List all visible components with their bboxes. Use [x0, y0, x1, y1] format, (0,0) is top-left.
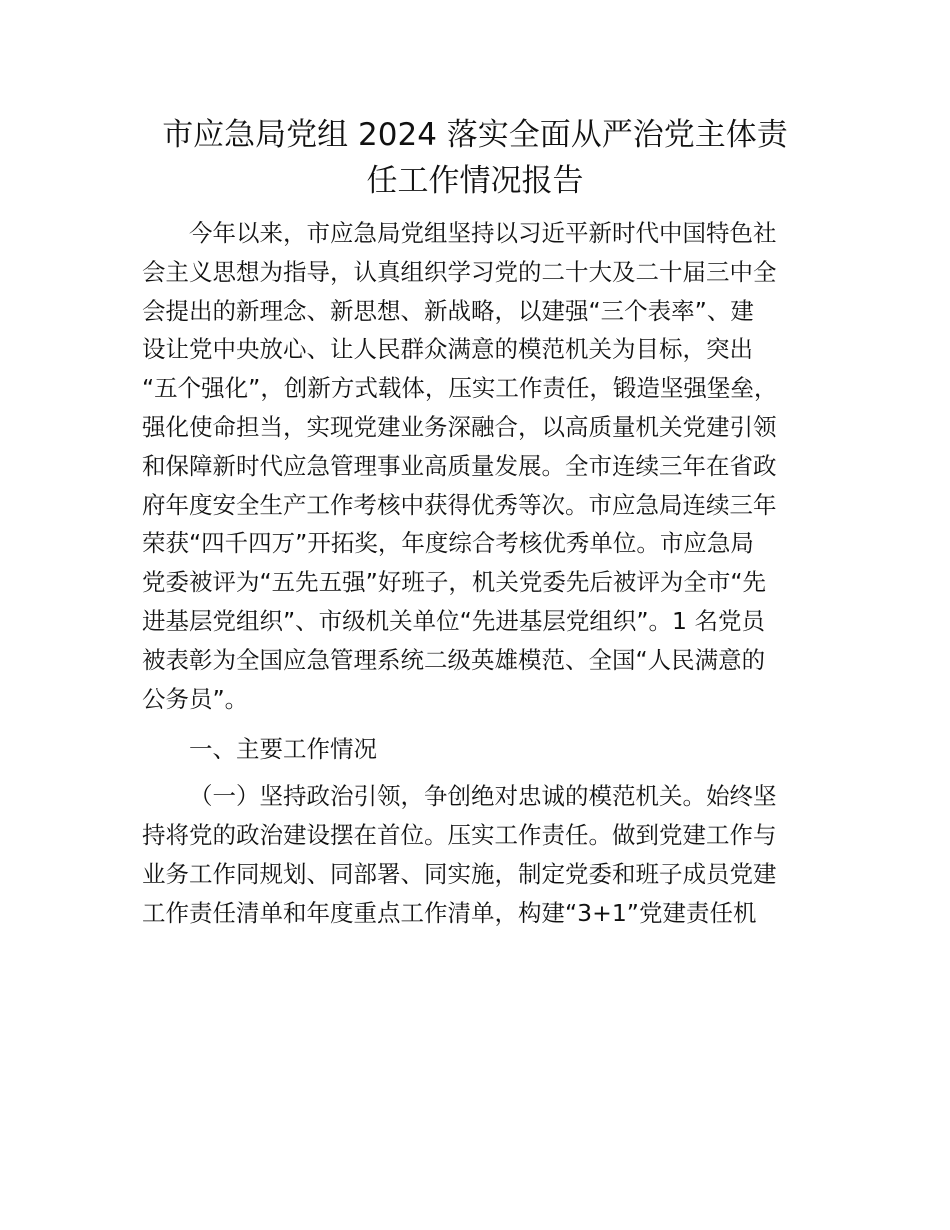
section-heading: 一、主要工作情况	[189, 735, 377, 764]
paragraph-line: 荣获“四千四万”开拓奖，年度综合考核优秀单位。市应急局	[142, 529, 754, 558]
paragraph-line: 会主义思想为指导，认真组织学习党的二十大及二十届三中全	[142, 257, 777, 286]
document-body	[142, 214, 822, 932]
paragraph-line: 公务员”。	[142, 684, 249, 713]
paragraph-line: （一）坚持政治引领，争创绝对忠诚的模范机关。始终坚	[189, 782, 777, 811]
paragraph-line: 今年以来，市应急局党组坚持以习近平新时代中国特色社	[189, 219, 777, 247]
paragraph-line: 被表彰为全国应急管理系统二级英雄模范、全国“人民满意的	[142, 645, 766, 674]
paragraph-line: 和保障新时代应急管理事业高质量发展。全市连续三年在省政	[142, 451, 777, 480]
paragraph-line: 府年度安全生产工作考核中获得优秀等次。市应急局连续三年	[142, 490, 777, 519]
paragraph-spacing	[142, 769, 822, 777]
paragraph-spacing	[142, 718, 822, 730]
title-line-1: 市应急局党组 2024 落实全面从严治党主体责	[162, 117, 788, 153]
title-line-2: 任工作情况报告	[366, 163, 584, 199]
paragraph-line: 党委被评为“五先五强”好班子，机关党委先后被评为全市“先	[142, 568, 767, 597]
paragraph-line: 进基层党组织”、市级机关单位“先进基层党组织”。1 名党员	[142, 606, 765, 635]
intro-paragraph	[142, 214, 822, 718]
paragraph-line: 强化使命担当，实现党建业务深融合，以高质量机关党建引领	[142, 412, 777, 441]
paragraph-line: 业务工作同规划、同部署、同实施，制定党委和班子成员党建	[142, 859, 777, 888]
document-title	[140, 112, 810, 204]
paragraph-line: “五个强化”，创新方式载体，压实工作责任，锻造坚强堡垒，	[142, 374, 778, 403]
section-paragraph	[142, 777, 822, 932]
paragraph-line: 设让党中央放心、让人民群众满意的模范机关为目标，突出	[142, 335, 753, 364]
paragraph-line: 工作责任清单和年度重点工作清单，构建“3+1”党建责任机	[142, 898, 757, 927]
paragraph-line: 会提出的新理念、新思想、新战略，以建强“三个表率”、建	[142, 296, 754, 325]
paragraph-line: 持将党的政治建设摆在首位。压实工作责任。做到党建工作与	[142, 820, 777, 849]
